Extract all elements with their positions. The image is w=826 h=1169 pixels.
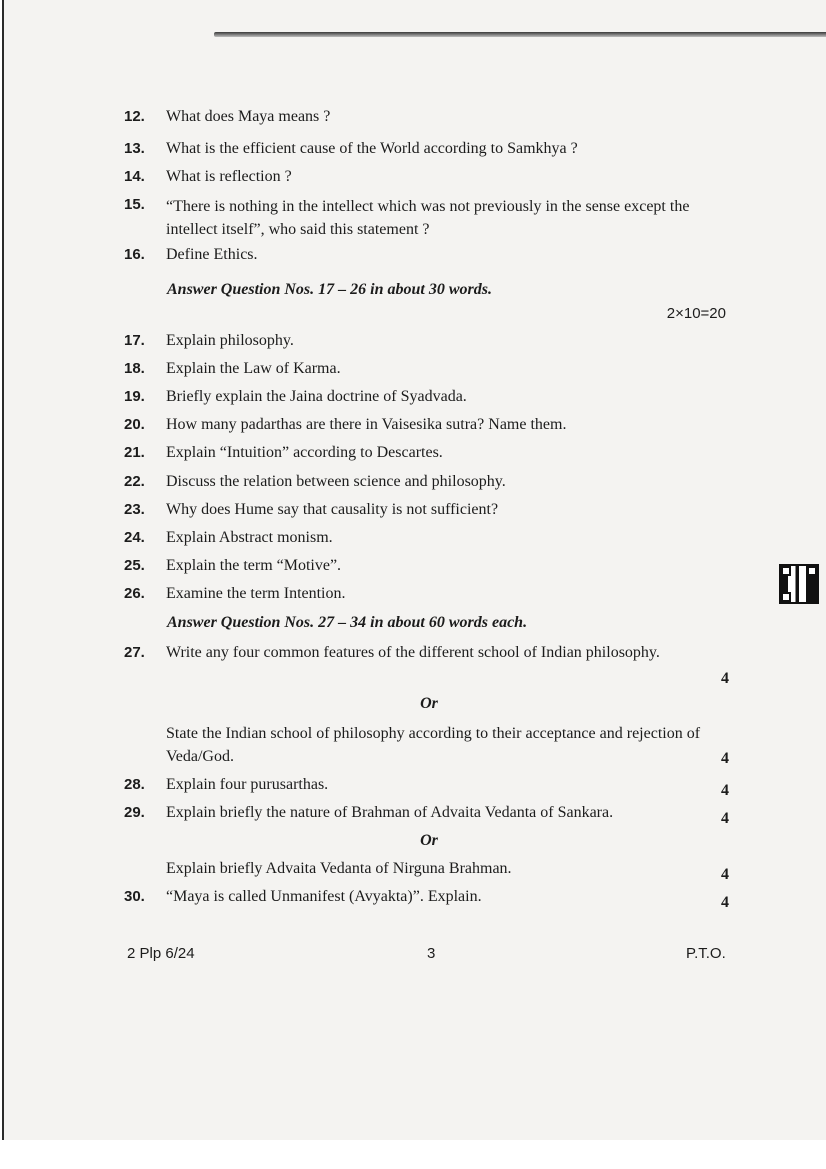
- question-text: What is the efficient cause of the World according to Samkhya ?: [166, 140, 578, 157]
- question-23: [4, 500, 826, 526]
- question-number: 15.: [124, 196, 145, 213]
- question-number: 28.: [124, 776, 145, 793]
- question-number: 20.: [124, 416, 145, 433]
- question-26: [4, 584, 826, 610]
- question-20: [4, 415, 826, 441]
- question-number: 14.: [124, 168, 145, 185]
- question-number: 30.: [124, 888, 145, 905]
- question-27: [4, 643, 826, 687]
- question-text: Explain the Law of Karma.: [166, 360, 341, 377]
- question-14: [4, 167, 826, 193]
- question-text: Explain briefly Advaita Vedanta of Nirguna Brahman.: [166, 860, 512, 877]
- paper-code: 2 Plp 6/24: [127, 945, 195, 962]
- question-15: [4, 195, 826, 243]
- question-number: 21.: [124, 444, 145, 461]
- question-29-alt: [4, 859, 826, 885]
- question-21: [4, 443, 826, 469]
- question-text: Explain four purusarthas.: [166, 776, 329, 793]
- question-number: 19.: [124, 388, 145, 405]
- question-text: Explain briefly the nature of Brahman of Advaita Vedanta of Sankara.: [166, 804, 614, 821]
- question-text: Explain philosophy.: [166, 332, 294, 349]
- question-13: [4, 139, 826, 165]
- question-text: “Maya is called Unmanifest (Avyakta)”. Explain.: [166, 888, 482, 905]
- question-marks: 4: [721, 670, 729, 687]
- question-text: Why does Hume say that causality is not sufficient?: [166, 501, 499, 518]
- question-text: What does Maya means ?: [166, 108, 331, 125]
- question-number: 23.: [124, 501, 145, 518]
- question-24: [4, 528, 826, 554]
- question-text: Examine the term Intention.: [166, 585, 346, 602]
- question-16: [4, 245, 826, 271]
- question-text: Discuss the relation between science and philosophy.: [166, 473, 506, 490]
- section-instruction: Answer Question Nos. 27 – 34 in about 60 words each.: [167, 614, 528, 631]
- question-text: What is reflection ?: [166, 168, 292, 185]
- page-margin: [0, 1140, 826, 1169]
- question-marks: 4: [721, 782, 729, 799]
- question-text: Define Ethics.: [166, 246, 258, 263]
- question-text: “There is nothing in the intellect which was not previously in the sense except the intellect itself”, who said this statement ?: [166, 198, 690, 238]
- question-marks: 4: [721, 810, 729, 827]
- question-25: [4, 556, 826, 582]
- or-divider: Or: [420, 832, 438, 849]
- or-divider: Or: [420, 695, 438, 712]
- question-number: 18.: [124, 360, 145, 377]
- question-27-alt: [4, 722, 826, 770]
- exam-page: [2, 0, 826, 1140]
- pto-label: P.T.O.: [686, 945, 726, 962]
- page-number: 3: [427, 945, 436, 962]
- question-text: Explain “Intuition” according to Descartes.: [166, 444, 443, 461]
- section-marks: 2×10=20: [666, 305, 726, 322]
- qr-code-icon: [779, 564, 819, 604]
- question-28: [4, 775, 826, 801]
- question-number: 16.: [124, 246, 145, 263]
- question-number: 27.: [124, 644, 145, 661]
- question-number: 22.: [124, 473, 145, 490]
- question-number: 26.: [124, 585, 145, 602]
- question-marks: 4: [721, 894, 729, 911]
- question-text: Write any four common features of the different school of Indian philosophy.: [166, 644, 660, 661]
- question-text: How many padarthas are there in Vaisesika sutra? Name them.: [166, 416, 567, 433]
- question-number: 12.: [124, 108, 145, 125]
- question-marks: 4: [721, 866, 729, 883]
- question-text: Explain the term “Motive”.: [166, 557, 342, 574]
- question-19: [4, 387, 826, 413]
- question-29: [4, 803, 826, 829]
- question-22: [4, 472, 826, 498]
- question-text: State the Indian school of philosophy according to their acceptance and rejection of Veda/God.: [166, 725, 701, 765]
- scan-shadow: [214, 32, 826, 37]
- question-text: Briefly explain the Jaina doctrine of Syadvada.: [166, 388, 467, 405]
- question-number: 24.: [124, 529, 145, 546]
- question-text: Explain Abstract monism.: [166, 529, 333, 546]
- question-number: 25.: [124, 557, 145, 574]
- question-marks: 4: [721, 750, 729, 767]
- question-18: [4, 359, 826, 385]
- question-number: 17.: [124, 332, 145, 349]
- question-number: 13.: [124, 140, 145, 157]
- question-17: [4, 331, 826, 357]
- question-12: [4, 107, 826, 133]
- section-instruction: Answer Question Nos. 17 – 26 in about 30 words.: [167, 281, 492, 298]
- question-30: [4, 887, 826, 913]
- question-number: 29.: [124, 804, 145, 821]
